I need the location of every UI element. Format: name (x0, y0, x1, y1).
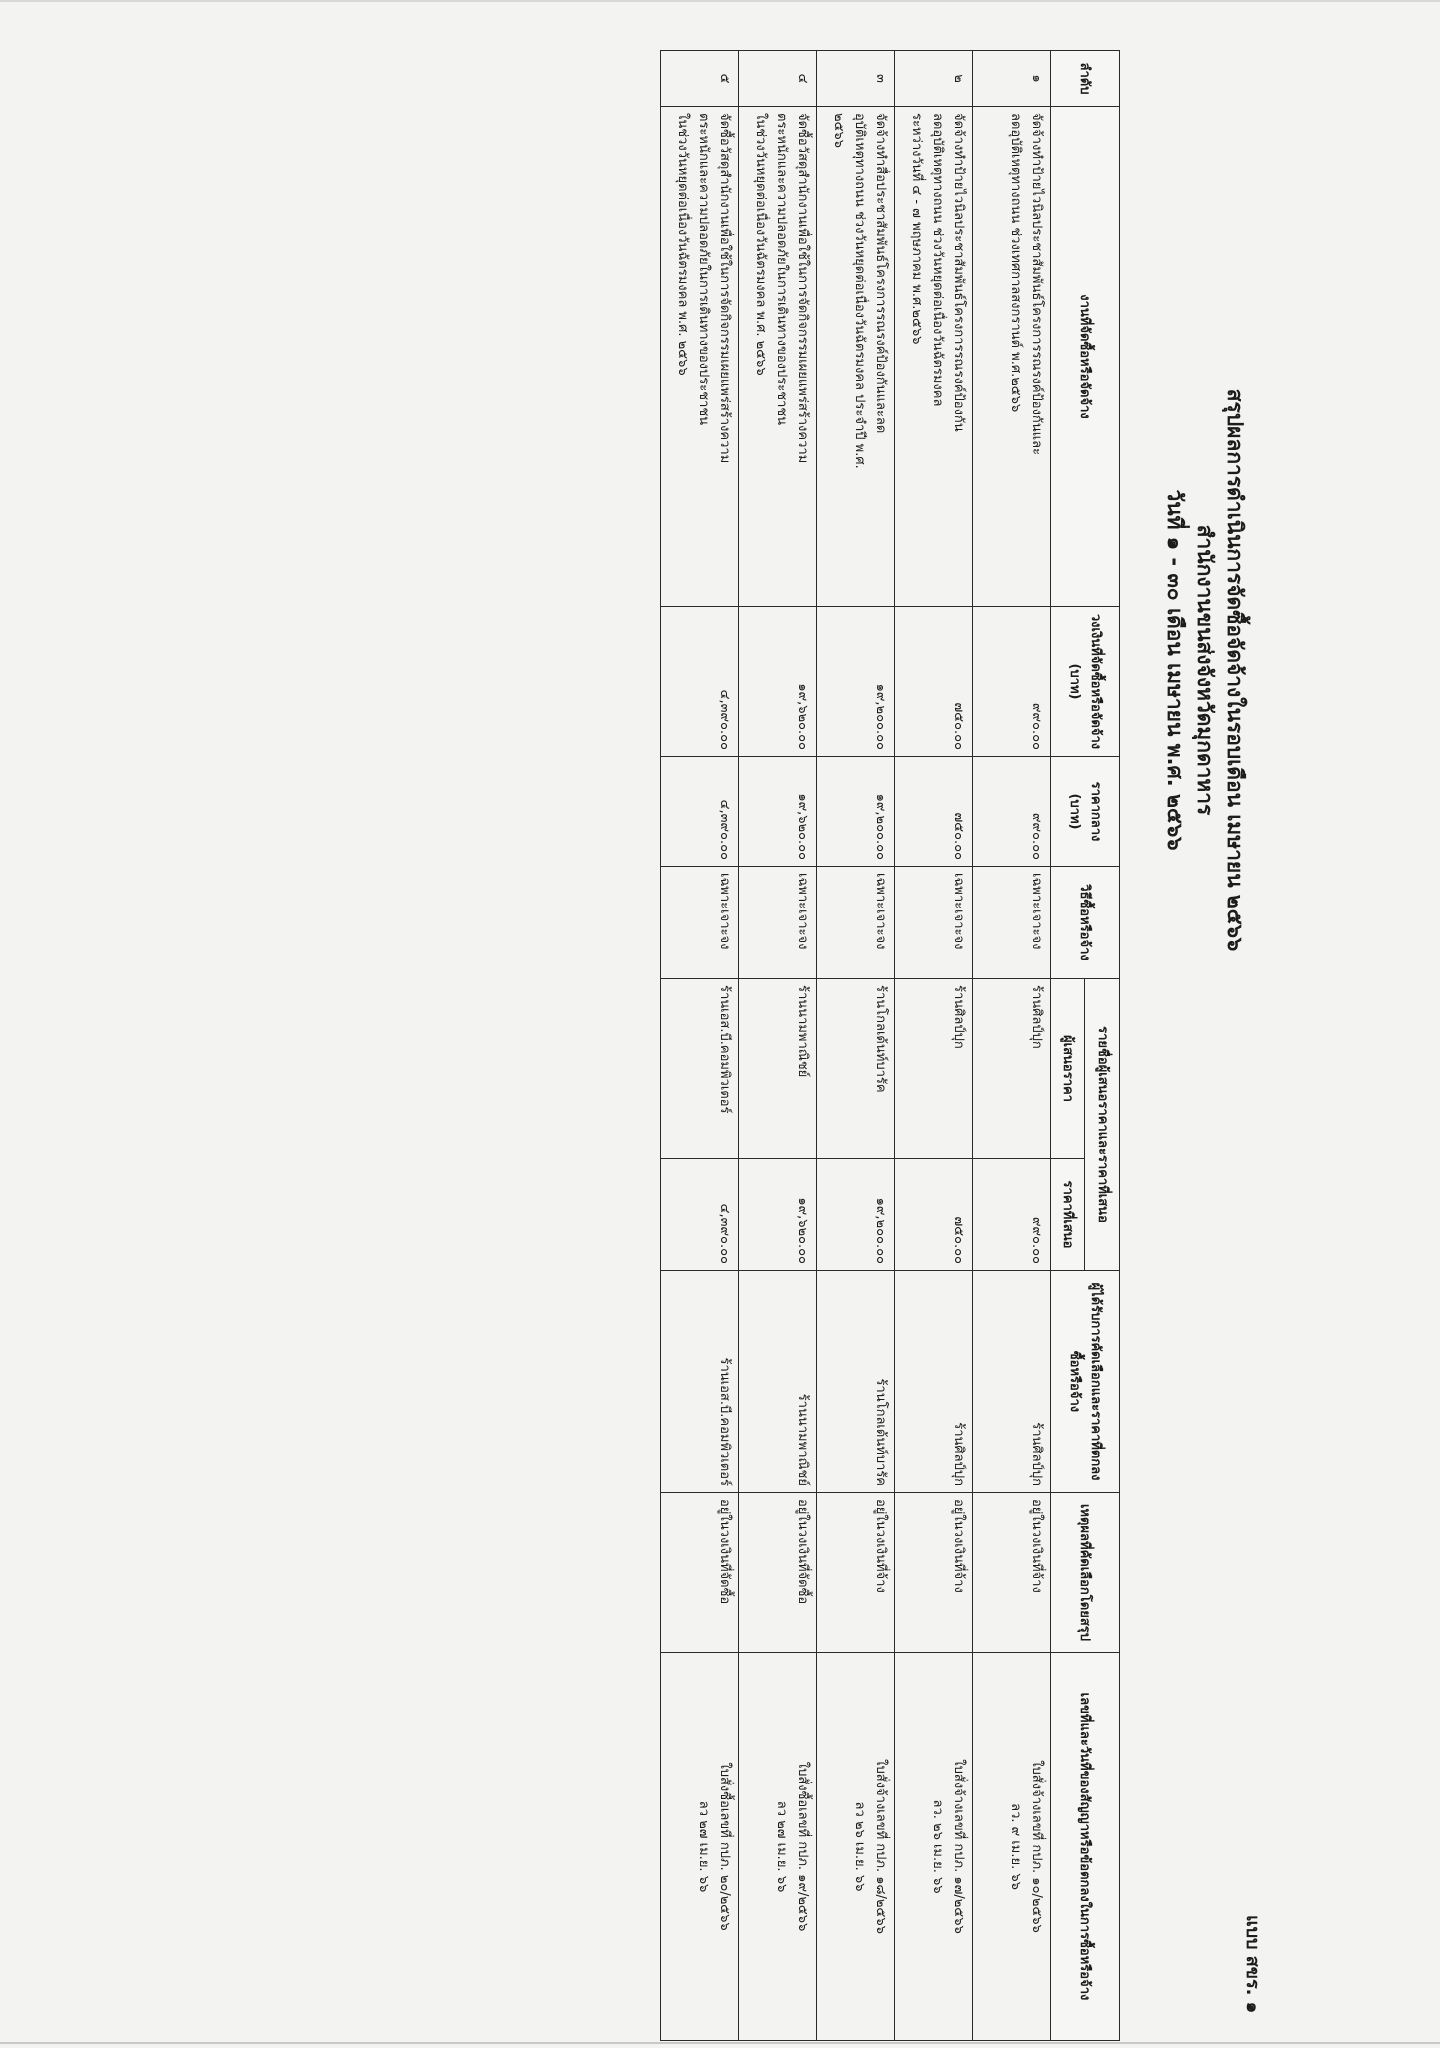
bidder-name: ร้านนามพาณิชย์ (739, 979, 817, 1159)
item-description (739, 107, 817, 607)
contract-reference (973, 1653, 1051, 2041)
contract-reference (817, 1653, 895, 2041)
item-description-line: ตระหนักและความปลอดภัยในการเดินทางของประชาชน (696, 113, 711, 426)
contract-reference-line: ใบสั่งซื้อเลขที่ กปภ. ๑๙/๒๕๖๖ (795, 1761, 810, 1932)
median-price: ๙๙๐.๐๐ (973, 757, 1051, 867)
median-price: ๔,๓๙๐.๐๐ (661, 757, 739, 867)
row-number: ๔ (739, 51, 817, 107)
table-row (661, 51, 739, 2041)
item-description-line: ในช่วงวันหยุดต่อเนื่องวันฉัตรมงคล พ.ศ. ๒๕๖๖ (753, 113, 768, 376)
selection-reason: อยู่ในวงเงินที่จ้าง (817, 1493, 895, 1653)
header-bidders: ผู้เสนอราคา (1051, 979, 1086, 1159)
title-line-2: สำนักงานขนส่งจังหวัดมุกดาหาร (1193, 524, 1217, 816)
contract-reference (661, 1653, 739, 2041)
bid-price: ๙๙๐.๐๐ (973, 1159, 1051, 1271)
item-description-line: ลดอุบัติเหตุทางถนน ช่วงวันหยุดต่อเนื่องวันฉัตรมงคล (930, 113, 945, 407)
procurement-method: เฉพาะเจาะจง (739, 867, 817, 979)
bidder-name: ร้านโกลเด้นท์บารัค (817, 979, 895, 1159)
item-description-line: อุบัติเหตุทางถนน ช่วงวันหยุดต่อเนื่องวันฉัตรมงคล ประจำปี พ.ศ. (852, 113, 867, 469)
bid-price: ๗๕๐.๐๐ (895, 1159, 973, 1271)
selection-reason: อยู่ในวงเงินที่จ้าง (895, 1493, 973, 1653)
budget-amount: ๔,๓๙๐.๐๐ (661, 607, 739, 757)
row-number: ๕ (661, 51, 739, 107)
winner-name: ร้านศิลป์ปุก (895, 1271, 973, 1493)
header-contract: เลขที่และวันที่ของสัญญาหรือข้อตกลงในการซื้อหรือจ้าง (1051, 1653, 1120, 2041)
bid-price: ๑๙,๒๐๐.๐๐ (817, 1159, 895, 1271)
header-median-price: ราคากลาง (บาท) (1051, 757, 1120, 867)
header-budget: วงเงินที่จัดซื้อหรือจัดจ้าง (บาท) (1051, 607, 1120, 757)
bid-price: ๑๙,๖๒๐.๐๐ (739, 1159, 817, 1271)
contract-reference-line: ลว. ๒๖ เม.ย. ๖๖ (930, 1799, 945, 1894)
contract-reference-line: ใบสั่งซื้อเลขที่ กปภ. ๒๐/๒๕๖๖ (717, 1762, 732, 1931)
item-description-line: จัดจ้างทำสื่อประชาสัมพันธ์โครงการรณรงค์ป้องกันและลด (873, 113, 888, 434)
table-header (1051, 51, 1120, 2041)
row-number: ๑ (973, 51, 1051, 107)
table-row (817, 51, 895, 2041)
contract-reference-line: ลว ๒๗ เม.ย. ๖๖ (774, 1800, 789, 1893)
rotated-document-page (150, 0, 1280, 2040)
item-description (817, 107, 895, 607)
budget-amount: ๗๕๐.๐๐ (895, 607, 973, 757)
table-row (895, 51, 973, 2041)
bid-price: ๔,๓๙๐.๐๐ (661, 1159, 739, 1271)
contract-reference-line: ใบสั่งจ้างเลขที่ กปภ. ๑๘/๒๕๖๖ (873, 1759, 888, 1934)
header-winner: ผู้ได้รับการคัดเลือกและราคาที่ตกลงซื้อหรือจ้าง (1051, 1271, 1120, 1493)
procurement-method: เฉพาะเจาะจง (817, 867, 895, 979)
scan-bottom-edge (0, 2042, 1440, 2044)
contract-reference-line: ใบสั่งจ้างเลขที่ กปภ. ๑๗/๒๕๖๖ (951, 1759, 966, 1934)
header-item: งานที่จัดซื้อหรือจัดจ้าง (1051, 107, 1120, 607)
procurement-method: เฉพาะเจาะจง (661, 867, 739, 979)
document-title (1160, 0, 1250, 1340)
item-description-line: จัดซื้อวัสดุสำนักงานเพื่อใช้ในการจัดกิจกรรมเผยแพร่สร้างความ (795, 113, 810, 464)
budget-amount: ๑๙,๖๒๐.๐๐ (739, 607, 817, 757)
row-number: ๓ (817, 51, 895, 107)
title-line-1: สรุปผลการดำเนินการจัดซื้อจัดจ้างในรอบเดือน เมษายน ๒๕๖๖ (1223, 388, 1247, 952)
item-description-line: ระหว่างวันที่ ๔ - ๗ พฤษภาคม พ.ศ.๒๕๖๖ (909, 113, 924, 345)
item-description-line: ลดอุบัติเหตุทางถนน ช่วงเทศกาลสงกรานต์ พ.ศ.๒๕๖๖ (1008, 113, 1023, 413)
procurement-method: เฉพาะเจาะจง (895, 867, 973, 979)
item-description-line: จัดซื้อวัสดุสำนักงานเพื่อใช้ในการจัดกิจกรรมเผยแพร่สร้างความ (717, 113, 732, 464)
bidder-name: ร้านศิลป์ปุก (895, 979, 973, 1159)
contract-reference-line: ใบสั่งจ้างเลขที่ กปภ. ๑๐/๒๕๖๖ (1029, 1760, 1044, 1933)
contract-reference (895, 1653, 973, 2041)
item-description-line: จัดจ้างทำป้ายไวนิลประชาสัมพันธ์โครงการรณรงค์ป้องกันและ (1029, 113, 1044, 456)
table-row (739, 51, 817, 2041)
item-description-line: จัดจ้างทำป้ายไวนิลประชาสัมพันธ์โครงการรณรงค์ป้องกัน (951, 113, 966, 432)
title-line-3: วันที่ ๑ - ๓๐ เดือน เมษายน พ.ศ. ๒๕๖๖ (1163, 489, 1187, 851)
procurement-method: เฉพาะเจาะจง (973, 867, 1051, 979)
contract-reference-line: ลว ๒๖ เม.ย. ๖๖ (852, 1801, 867, 1892)
form-id: แบบ สขร. ๑ (1242, 1915, 1263, 2014)
budget-amount: ๙๙๐.๐๐ (973, 607, 1051, 757)
item-description-line: ในช่วงวันหยุดต่อเนื่องวันฉัตรมงคล พ.ศ. ๒๕๖๖ (675, 113, 690, 376)
item-description-line: ๒๕๖๖ (831, 113, 846, 148)
table-body (661, 51, 1051, 2041)
contract-reference (739, 1653, 817, 2041)
winner-name: ร้านศิลป์ปุก (973, 1271, 1051, 1493)
item-description (895, 107, 973, 607)
winner-name: ร้านโกลเด้นท์บารัค (817, 1271, 895, 1493)
median-price: ๑๙,๒๐๐.๐๐ (817, 757, 895, 867)
header-bid-price: ราคาที่เสนอ (1051, 1159, 1086, 1271)
selection-reason: อยู่ในวงเงินที่จัดซื้อ (739, 1493, 817, 1653)
median-price: ๗๕๐.๐๐ (895, 757, 973, 867)
table-row (973, 51, 1051, 2041)
winner-name: ร้านเอส.บี.คอมพิวเตอร์ (661, 1271, 739, 1493)
bidder-name: ร้านเอส.บี.คอมพิวเตอร์ (661, 979, 739, 1159)
item-description (661, 107, 739, 607)
bidder-name: ร้านศิลป์ปุก (973, 979, 1051, 1159)
selection-reason: อยู่ในวงเงินที่จ้าง (973, 1493, 1051, 1653)
header-bidders-group: รายชื่อผู้เสนอราคาและราคาที่เสนอ (1085, 979, 1120, 1271)
budget-amount: ๑๙,๒๐๐.๐๐ (817, 607, 895, 757)
header-reason: เหตุผลที่คัดเลือกโดยสรุป (1051, 1493, 1120, 1653)
selection-reason: อยู่ในวงเงินที่จัดซื้อ (661, 1493, 739, 1653)
header-method: วิธีซื้อหรือจ้าง (1051, 867, 1120, 979)
item-description (973, 107, 1051, 607)
header-no: ลำดับ (1051, 51, 1120, 107)
winner-name: ร้านนามพาณิชย์ (739, 1271, 817, 1493)
contract-reference-line: ลว ๒๗ เม.ย. ๖๖ (696, 1800, 711, 1893)
median-price: ๑๙,๖๒๐.๐๐ (739, 757, 817, 867)
item-description-line: ตระหนักและความปลอดภัยในการเดินทางของประชาชน (774, 113, 789, 426)
row-number: ๒ (895, 51, 973, 107)
contract-reference-line: ลว. ๙ เม.ย. ๖๖ (1008, 1803, 1023, 1890)
procurement-table (660, 50, 1120, 2041)
